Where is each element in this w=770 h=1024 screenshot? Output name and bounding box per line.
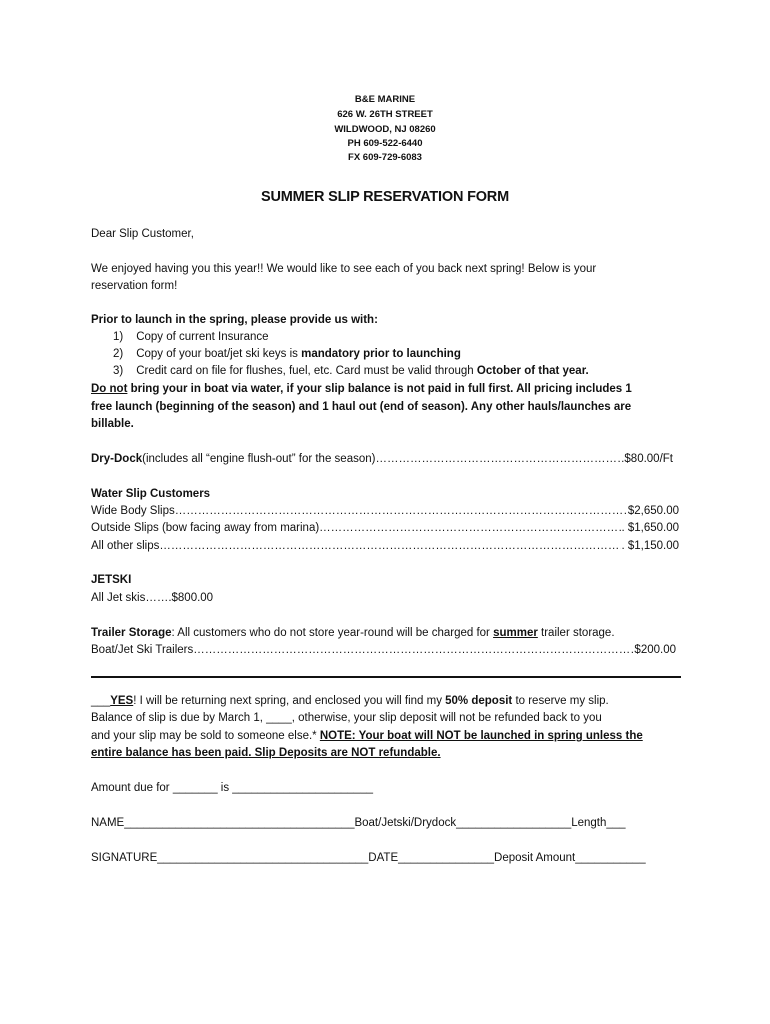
yes-line-1: [91, 694, 609, 709]
section-divider: [91, 676, 681, 678]
company-city: WILDWOOD, NJ 08260: [334, 124, 436, 135]
notice-text-1: bring your in boat via water, if your slip balance is not paid in full first. All pricing includes 1: [127, 383, 632, 395]
slip-leader: [319, 521, 621, 536]
prior-item-text: Copy of your boat/jet ski keys is: [136, 348, 302, 360]
yes-text-2: to reserve my slip.: [512, 695, 609, 707]
prior-item-3: [113, 364, 589, 379]
yes-blank[interactable]: ___: [91, 695, 111, 707]
yes-text-1: ! I will be returning next spring, and enclosed you will find my: [133, 695, 446, 707]
drydock-desc: (includes all “engine flush-out” for the season): [142, 453, 376, 465]
slip-leader: [175, 504, 628, 519]
yes-label: YES: [110, 695, 134, 707]
water-slip-row: [91, 539, 679, 554]
yes-line-3-text: and your slip may be sold to someone else.*: [91, 730, 320, 742]
trailer-text-2: trailer storage.: [537, 627, 615, 639]
prior-item-text: Credit card on file for flushes, fuel, etc. Card must be valid through: [136, 365, 477, 377]
water-slip-row: [91, 504, 679, 519]
company-fax: FX 609-729-6083: [348, 152, 422, 163]
yes-deposit: 50% deposit: [445, 695, 513, 707]
slip-label: Outside Slips (bow facing away from marina): [91, 522, 320, 534]
prior-heading: Prior to launch in the spring, please provide us with:: [91, 314, 378, 326]
water-slip-heading: Water Slip Customers: [91, 488, 211, 500]
yes-line-4: entire balance has been paid. Slip Deposits are NOT refundable.: [91, 747, 441, 759]
notice-line-3: billable.: [91, 418, 134, 430]
yes-line-2: Balance of slip is due by March 1, ____, otherwise, your slip deposit will not be refunded back to you: [91, 712, 602, 724]
prior-item-number: 3): [113, 365, 124, 377]
trailer-leader: [193, 643, 634, 658]
trailer-row-price: $200.00: [634, 644, 676, 656]
amount-due-field[interactable]: Amount due for _______ is ______________________: [91, 782, 373, 794]
intro-line-2: reservation form!: [91, 280, 178, 292]
drydock-leader: [375, 452, 624, 467]
jetski-price-line: All Jet skis…….$800.00: [91, 592, 214, 604]
trailer-summer: summer: [493, 627, 538, 639]
trailer-row-label: Boat/Jet Ski Trailers: [91, 644, 194, 656]
slip-price: $2,650.00: [627, 505, 679, 517]
trailer-text-1: : All customers who do not store year-round will be charged for: [171, 627, 494, 639]
prior-item-2: [113, 347, 461, 362]
slip-label: Wide Body Slips: [91, 505, 175, 517]
company-street: 626 W. 26TH STREET: [337, 109, 433, 120]
prior-item-emphasis: mandatory prior to launching: [301, 348, 461, 360]
notice-line-2: free launch (beginning of the season) and 1 haul out (end of season). Any other hauls/launches are: [91, 401, 632, 413]
drydock-price: $80.00/Ft: [624, 453, 673, 465]
trailer-label: Trailer Storage: [91, 627, 172, 639]
drydock-label: Dry-Dock: [91, 453, 143, 465]
form-title: SUMMER SLIP RESERVATION FORM: [261, 189, 509, 205]
company-name: B&E MARINE: [354, 94, 416, 105]
jetski-heading: JETSKI: [91, 574, 132, 586]
name-boat-length-field[interactable]: NAME____________________________________Boat/Jetski/Drydock__________________Length___: [91, 817, 626, 829]
prior-item-number: 2): [113, 348, 124, 360]
company-phone: PH 609-522-6440: [347, 138, 423, 149]
notice-line-1: [91, 382, 632, 397]
signature-date-deposit-field[interactable]: SIGNATURE_________________________________DATE_______________Deposit Amount___________: [91, 852, 646, 864]
yes-line-3: [91, 729, 643, 744]
prior-item-1: [113, 330, 269, 345]
prior-item-text: Copy of current Insurance: [136, 331, 269, 343]
prior-item-emphasis: October of that year.: [476, 365, 589, 377]
trailer-storage-line: [91, 626, 615, 641]
water-slip-row: [91, 521, 679, 536]
prior-item-number: 1): [113, 331, 124, 343]
slip-label: All other slips: [91, 540, 160, 552]
slip-leader: [159, 539, 621, 554]
intro-line-1: We enjoyed having you this year!! We would like to see each of you back next spring! Below is your: [91, 263, 597, 275]
slip-price: . $1,150.00: [621, 540, 679, 552]
greeting: Dear Slip Customer,: [91, 228, 194, 240]
notice-do-not: Do not: [91, 383, 128, 395]
trailer-row: [91, 643, 676, 658]
launch-note: NOTE: Your boat will NOT be launched in spring unless the: [319, 730, 643, 742]
slip-price: . $1,650.00: [621, 522, 679, 534]
drydock-row: [91, 452, 673, 467]
